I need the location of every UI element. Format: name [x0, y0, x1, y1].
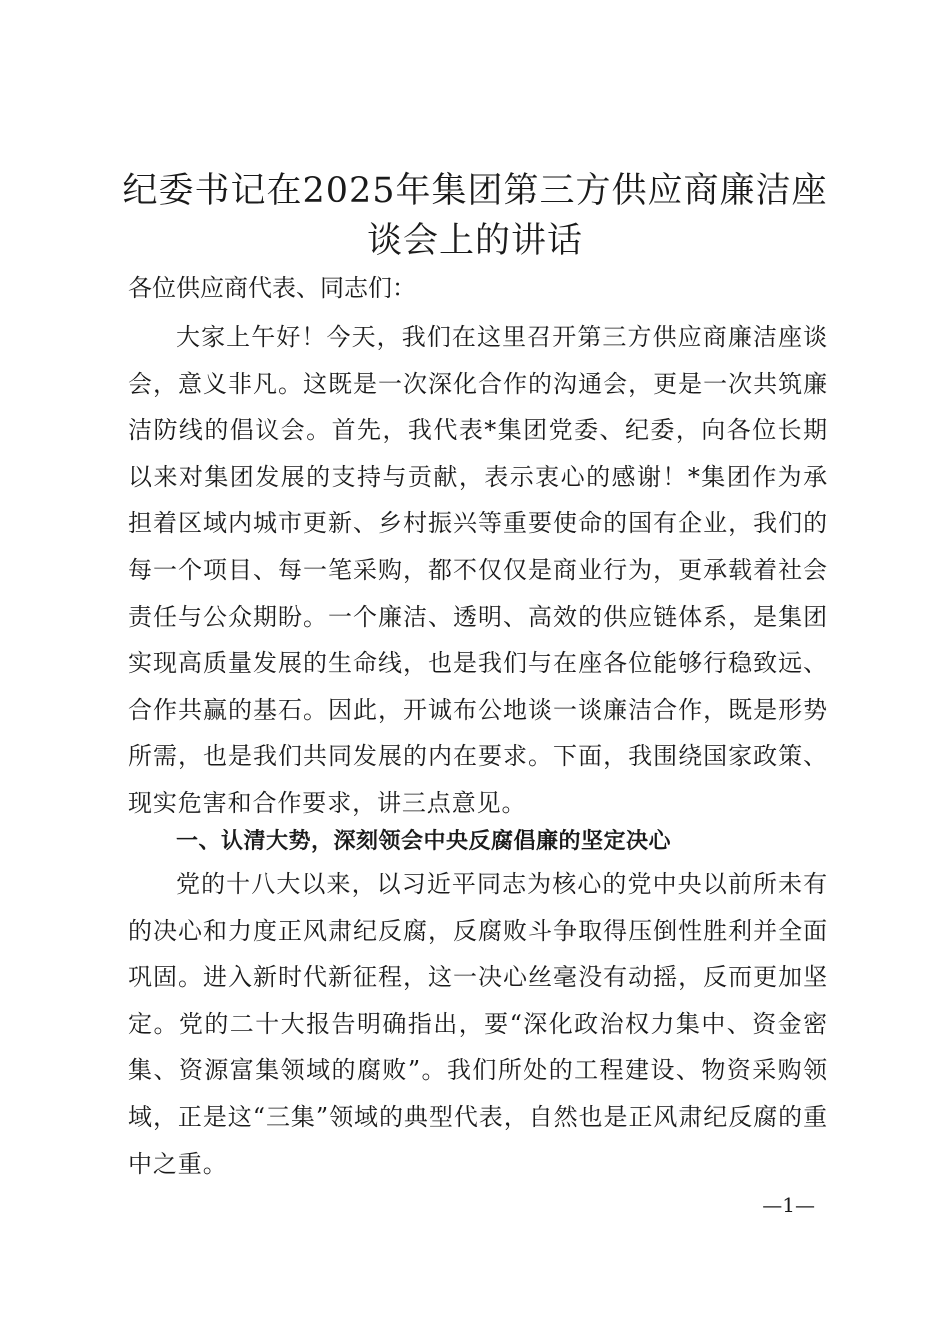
salutation: 各位供应商代表、同志们： [128, 274, 416, 302]
paragraph-intro: 大家上午好！今天，我们在这里召开第三方供应商廉洁座谈会，意义非凡。这既是一次深化合作的沟通会，更是一次共筑廉洁防线的倡议会。首先，我代表*集团党委、纪委，向各位长期以来对集团发展的支持与贡献，表示衷心的感谢！*集团作为承担着区域内城市更新、乡村振兴等重要使命的国有企业，我们的每一个项目、每一笔采购，都不仅仅是商业行为，更承载着社会责任与公众期盼。一个廉洁、透明、高效的供应链体系，是集团实现高质量发展的生命线，也是我们与在座各位能够行稳致远、合作共赢的基石。因此，开诚布公地谈一谈廉洁合作，既是形势所需，也是我们共同发展的内在要求。下面，我围绕国家政策、现实危害和合作要求，讲三点意见。 [128, 323, 828, 817]
page-number: —1— [762, 1193, 815, 1217]
section-heading-1: 一、认清大势，深刻领会中央反腐倡廉的坚定决心 [176, 829, 672, 854]
paragraph-section-1: 党的十八大以来，以习近平同志为核心的党中央以前所未有的决心和力度正风肃纪反腐，反腐败斗争取得压倒性胜利并全面巩固。进入新时代新征程，这一决心丝毫没有动摇，反而更加坚定。党的二十大报告明确指出，要“深化政治权力集中、资金密集、资源富集领域的腐败”。我们所处的工程建设、物资采购领域，正是这“三集”领域的典型代表，自然也是正风肃纪反腐的重中之重。 [128, 870, 828, 1178]
document-title: 纪委书记在2025年集团第三方供应商廉洁座谈会上的讲话 [122, 171, 828, 261]
